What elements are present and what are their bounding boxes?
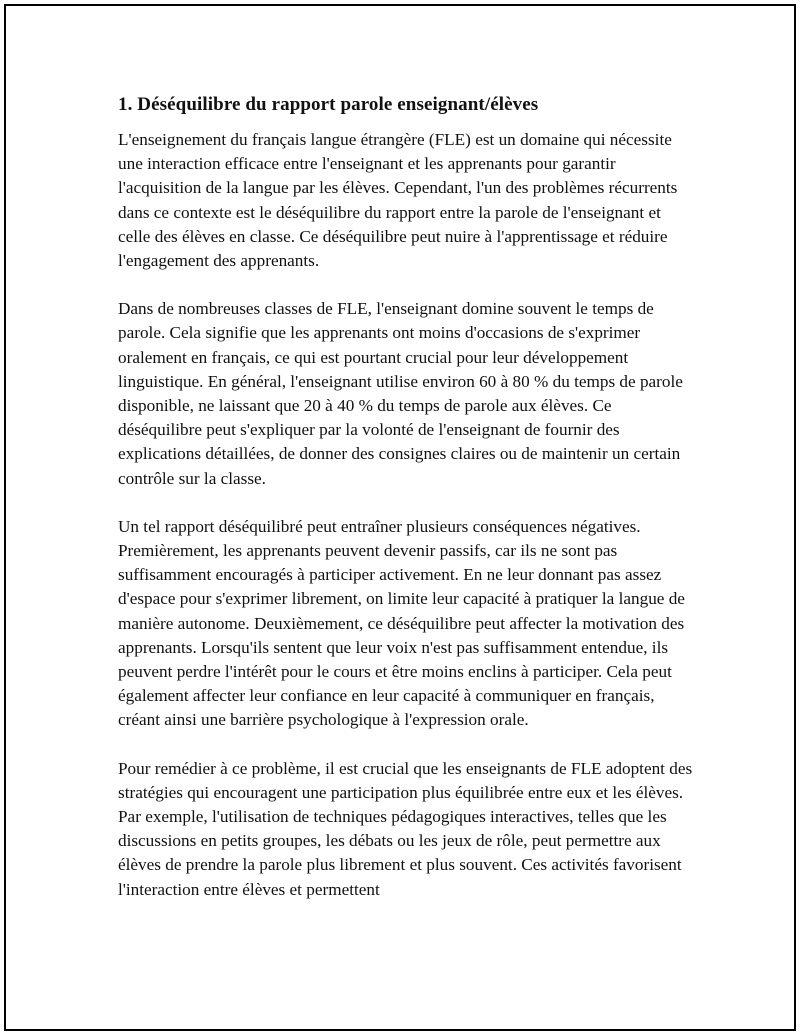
paragraph-2: Dans de nombreuses classes de FLE, l'enseignant domine souvent le temps de parole. Cela signifie que les apprenants ont moins d'occasions de s'exprimer oralement en français, ce qui est pourtant crucial pour leur développement linguistique. En général, l'enseignant utilise environ 60 à 80 % du temps de parole disponible, ne laissant que 20 à 40 % du temps de parole aux élèves. Ce déséquilibre peut s'expliquer par la volonté de l'enseignant de fournir des explications détaillées, de donner des consignes claires ou de maintenir un certain contrôle sur la classe. xyxy=(118,299,683,488)
paragraph-1: L'enseignement du français langue étrangère (FLE) est un domaine qui nécessite une interaction efficace entre l'enseignant et les apprenants pour garantir l'acquisition de la langue par les élèves. Cependant, l'un des problèmes récurrents dans ce contexte est le déséquilibre du rapport entre la parole de l'enseignant et celle des élèves en classe. Ce déséquilibre peut nuire à l'apprentissage et réduire l'engagement des apprenants. xyxy=(118,130,678,271)
paragraph-4: Pour remédier à ce problème, il est crucial que les enseignants de FLE adoptent des stratégies qui encouragent une participation plus équilibrée entre eux et les élèves. Par exemple, l'utilisation de techniques pédagogiques interactives, telles que les discussions en petits groupes, les débats ou les jeux de rôle, peut permettre aux élèves de prendre la parole plus librement et plus souvent. Ces activités favorisent l'interaction entre élèves et permettent xyxy=(118,758,693,899)
document-body xyxy=(118,92,693,926)
section-heading: 1. Déséquilibre du rapport parole enseignant/élèves xyxy=(118,94,539,115)
paragraph-3: Un tel rapport déséquilibré peut entraîner plusieurs conséquences négatives. Premièrement, les apprenants peuvent devenir passifs, car ils ne sont pas suffisamment encouragés à participer activement. En ne leur donnant pas assez d'espace pour s'exprimer librement, on limite leur capacité à pratiquer la langue de manière autonome. Deuxièmement, ce déséquilibre peut affecter la motivation des apprenants. Lorsqu'ils sentent que leur voix n'est pas suffisamment entendue, ils peuvent perdre l'intérêt pour le cours et être moins enclins à participer. Cela peut également affecter leur confiance en leur capacité à communiquer en français, créant ainsi une barrière psychologique à l'expression orale. xyxy=(118,516,685,730)
